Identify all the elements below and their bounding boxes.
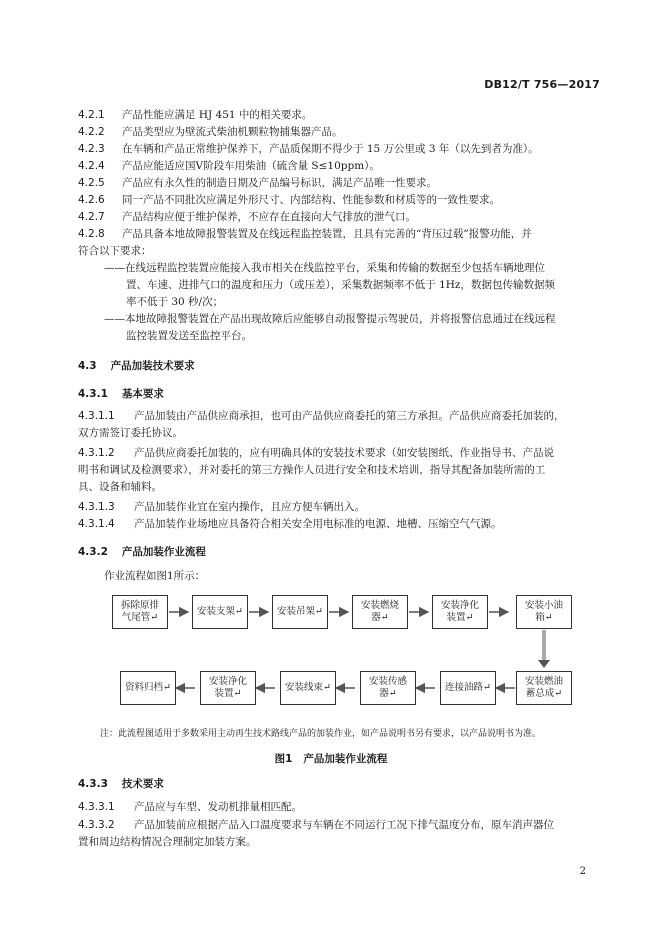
clause-text: 产品具备本地故障报警装置及在线远程监控装置，且具有完善的“背压过载”报警功能，并	[122, 228, 532, 240]
flow-intro: 作业流程如图1所示：	[104, 570, 206, 582]
flow-step-install-purifier-2: 安装净化 装置↵	[200, 671, 256, 705]
clause-number: 4.3.1.4	[78, 518, 115, 530]
bullet-remote-monitor-cont: 置、车速、进排气口的温度和压力（或压差），采集数据频率不低于 1Hz，数据包传输数据频	[126, 279, 555, 291]
flow-step-install-small-tank: 安装小油 箱↵	[516, 595, 572, 629]
clause-4-2-1	[78, 108, 604, 122]
section-heading-4-3-2	[78, 544, 206, 559]
clause-number: 4.2.8	[78, 228, 105, 240]
clause-text: 产品供应商委托加装的，应有明确具体的安装技术要求（如安装图纸、作业指导书、产品说	[134, 447, 554, 459]
flow-step-connect-oil: 连接油路↵	[440, 671, 496, 705]
bullet-local-alarm: ——本地故障报警装置在产品出现故障后应能够自动报警提示驾驶员，并将报警信息通过在线远程	[104, 313, 556, 325]
clause-4-3-3-2	[78, 818, 604, 832]
section-number: 4.3	[78, 360, 97, 372]
page-number: 2	[579, 866, 586, 877]
flowchart	[112, 590, 572, 720]
figure-number: 图1	[274, 753, 293, 765]
clause-4-3-3-1	[78, 800, 604, 814]
clause-number: 4.2.1	[78, 109, 105, 121]
section-number: 4.3.2	[78, 546, 108, 558]
flowchart-arrows	[112, 590, 572, 720]
clause-4-3-1-4	[78, 517, 604, 531]
clause-4-2-2	[78, 125, 604, 139]
bullet-local-alarm-cont: 监控装置发送至监控平台。	[126, 330, 252, 342]
clause-4-2-3	[78, 142, 604, 156]
flow-step-install-purifier: 安装净化 装置↵	[432, 595, 488, 629]
figure-caption	[0, 751, 662, 766]
clause-text-cont: 置和周边结构情况合理制定加装方案。	[78, 836, 257, 848]
clause-text: 产品结构应便于维护保养，不应存在直接向大气排放的泄气口。	[122, 211, 416, 223]
clause-4-2-5	[78, 176, 604, 190]
clause-number: 4.3.1.1	[78, 410, 115, 422]
clause-number: 4.3.3.1	[78, 801, 115, 813]
clause-number: 4.2.3	[78, 143, 105, 155]
clause-text: 同一产品不同批次应满足外形尺寸、内部结构、性能参数和材质等的一致性要求。	[122, 194, 500, 206]
section-heading-4-3-3	[78, 776, 164, 791]
section-title: 技术要求	[121, 778, 164, 790]
clause-number: 4.2.7	[78, 211, 105, 223]
clause-4-3-1-2	[78, 446, 604, 460]
figure-title: 产品加装作业流程	[303, 753, 388, 765]
clause-text-cont: 具、设备和辅料。	[78, 481, 162, 493]
flow-step-archive-docs: 资料归档↵	[120, 671, 176, 705]
flow-step-install-harness: 安装线束↵	[280, 671, 336, 705]
clause-number: 4.2.6	[78, 194, 105, 206]
clause-4-2-8	[78, 227, 604, 241]
flow-step-install-hanger: 安装吊架↵	[272, 595, 328, 629]
clause-4-2-6	[78, 193, 604, 207]
clause-4-2-7	[78, 210, 604, 224]
clause-text: 产品加装由产品供应商承担，也可由产品供应商委托的第三方承担。产品供应商委托加装的，	[134, 410, 565, 422]
clause-text-cont: 明书和调试及检测要求），并对委托的第三方操作人员进行安全和技术培训，指导其配备加装所需的工	[78, 464, 546, 476]
clause-number: 4.3.3.2	[78, 819, 115, 831]
clause-text: 产品应与车型、发动机排量相匹配。	[134, 801, 302, 813]
flow-arrowhead-down	[538, 660, 550, 668]
clause-text-cont: 符合以下要求：	[78, 245, 152, 257]
section-number: 4.3.3	[78, 778, 108, 790]
document-id: DB12/T 756—2017	[484, 78, 600, 91]
clause-text: 产品应有永久性的制造日期及产品编号标识，满足产品唯一性要求。	[122, 177, 437, 189]
clause-number: 4.3.1.3	[78, 501, 115, 513]
flow-step-install-fuel-assembly: 安装燃油 蓄总成↵	[516, 671, 572, 705]
bullet-remote-monitor: ——在线远程监控装置应能接入我市相关在线监控平台，采集和传输的数据至少包括车辆地理位	[104, 262, 545, 274]
clause-4-3-1-3	[78, 500, 604, 514]
flow-step-install-bracket: 安装支架↵	[192, 595, 248, 629]
clause-text: 产品加装前应根据产品入口温度要求与车辆在不同运行工况下排气温度分布，原车消声器位	[134, 819, 554, 831]
clause-text: 产品类型应为壁流式柴油机颗粒物捕集器产品。	[122, 126, 343, 138]
clause-number: 4.2.5	[78, 177, 105, 189]
clause-text: 产品加装作业场地应具备符合相关安全用电标准的电源、地槽、压缩空气气源。	[134, 518, 502, 530]
clause-text: 产品性能应满足 HJ 451 中的相关要求。	[122, 109, 313, 121]
clause-4-2-4	[78, 159, 604, 173]
clause-4-3-1-1	[78, 409, 604, 423]
section-number: 4.3.1	[78, 388, 108, 400]
figure-note: 注：此流程图适用于多数采用主动再生技术路线产品的加装作业，如产品说明书另有要求，以产品说明书为准。	[100, 729, 542, 739]
flow-step-install-burner: 安装燃烧 器↵	[352, 595, 408, 629]
section-title: 产品加装作业流程	[121, 546, 206, 558]
flow-step-remove-tailpipe: 拆除原排 气尾管↵	[112, 595, 168, 629]
section-heading-4-3-1	[78, 386, 164, 401]
clause-text: 产品加装作业宜在室内操作，且应方便车辆出入。	[134, 501, 365, 513]
section-title: 基本要求	[121, 388, 164, 400]
clause-text: 在车辆和产品正常维护保养下，产品质保期不得少于 15 万公里或 3 年（以先到者为准）。	[122, 143, 539, 155]
clause-text: 产品应能适应国Ⅴ阶段车用柴油（硫含量 S≤10ppm）。	[122, 160, 380, 172]
section-title: 产品加装技术要求	[110, 360, 195, 372]
section-heading-4-3	[78, 358, 195, 373]
clause-number: 4.2.4	[78, 160, 105, 172]
clause-number: 4.3.1.2	[78, 447, 115, 459]
clause-number: 4.2.2	[78, 126, 105, 138]
flow-step-install-sensor: 安装传感 器↵	[360, 671, 416, 705]
bullet-remote-monitor-cont: 率不低于 30 秒/次；	[126, 296, 224, 308]
clause-text-cont: 双方需签订委托协议。	[78, 427, 183, 439]
